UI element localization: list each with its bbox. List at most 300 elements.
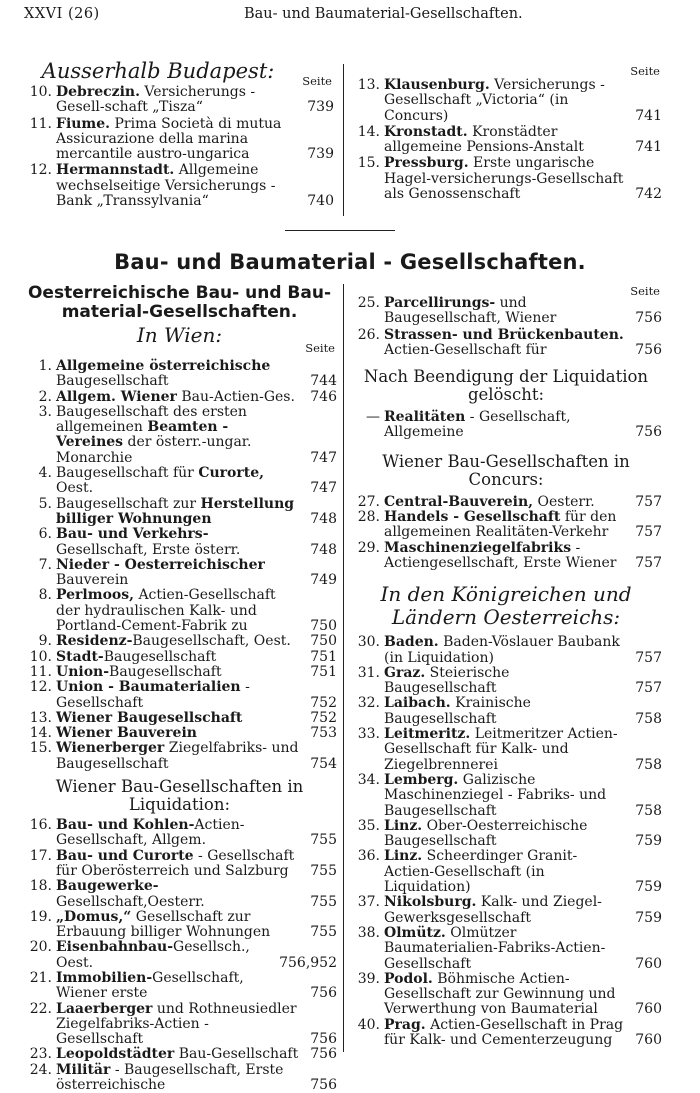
entry-number: 18.: [29, 878, 52, 895]
entry-lead: Central-Bauverein,: [384, 493, 534, 510]
entry-lead: Bau- und Verkehrs-: [56, 526, 209, 543]
entry-description: Ober-Oesterreichische Baugesellschaft: [384, 817, 588, 850]
entry-page: 742: [635, 186, 662, 203]
entry-number: 14.: [357, 123, 380, 140]
entry-page: 758: [635, 802, 662, 819]
entry-page: 754: [310, 755, 337, 772]
list-entry: [22, 85, 334, 116]
entry-lead: Wiener Bauverein: [56, 725, 197, 742]
entry-text: [56, 849, 337, 880]
entry-lead: Allgemeine österreichische: [56, 358, 271, 374]
entry-text: [56, 466, 337, 497]
seite-label: Seite: [302, 74, 332, 88]
entry-number: 34.: [357, 771, 380, 788]
entry-text: [56, 1047, 337, 1062]
list-entry: [350, 773, 662, 819]
entry-text: [56, 634, 337, 649]
entry-number: 23.: [29, 1046, 52, 1063]
entry-page: 750: [310, 633, 337, 650]
entry-lead: Wienerberger: [56, 740, 165, 757]
entry-lead: Bau- und Kohlen-: [56, 817, 195, 834]
list-entry: [22, 910, 337, 941]
entry-lead: Debreczin.: [56, 84, 140, 100]
entry-page: 757: [635, 554, 662, 571]
entry-number: 38.: [357, 924, 380, 941]
running-title: Bau- und Baumaterial-Gesellschaften.: [244, 6, 523, 22]
entry-text: [56, 665, 337, 680]
entry-page: 751: [310, 663, 337, 680]
list-entry: [22, 527, 337, 558]
entry-lead: Maschinenziegelfabriks: [384, 539, 572, 556]
entry-text: [56, 558, 337, 589]
entry-text: [56, 741, 337, 772]
entry-number: 12.: [29, 679, 52, 696]
entry-page: 752: [310, 694, 337, 711]
entry-number: 13.: [357, 77, 380, 93]
entry-description: Ziegelfabriks- und Baugesellschaft: [56, 740, 299, 772]
entry-description: Versicherungs - Gesell-schaft „Tisza“: [56, 84, 256, 116]
entry-text: [384, 895, 662, 926]
section-rule: [285, 230, 395, 231]
entry-number: 12.: [29, 162, 52, 179]
entry-text: [384, 328, 662, 359]
entry-description: Gesellschaft, Erste österr.: [56, 541, 241, 558]
entry-lead: „Domus,“: [56, 908, 132, 925]
list-entry: [22, 741, 337, 772]
entry-lead: Nieder - Oesterreichischer: [56, 556, 265, 573]
entry-lead: Realitäten: [384, 409, 466, 426]
list-entry: [22, 849, 337, 880]
entry-description: Krainische Baugesellschaft: [384, 695, 531, 727]
list-entry: [22, 405, 337, 466]
entry-text: [56, 527, 337, 558]
entry-text: [56, 117, 334, 163]
entry-page: 756: [635, 310, 662, 327]
entry-lead: Union - Baumaterialien: [56, 679, 241, 696]
entry-lead: Baden.: [384, 634, 439, 651]
entry-page: 746: [310, 388, 337, 405]
top-right-column: [350, 62, 662, 203]
entry-lead: Klausenburg.: [384, 77, 490, 93]
list-entry: [22, 163, 334, 209]
entry-lead: Eisenbahnbau-: [56, 939, 174, 956]
entry-number: 32.: [357, 695, 380, 712]
entry-lead-secondary: Beamten - Vereines: [56, 419, 229, 451]
entry-page: 741: [635, 107, 662, 124]
list-entry: [22, 466, 337, 497]
entry-number: 30.: [357, 634, 380, 651]
entry-number: 20.: [29, 939, 52, 956]
main-right-column: [350, 284, 662, 1048]
entry-number: 28.: [357, 509, 380, 526]
entry-lead: Olmütz.: [384, 924, 446, 941]
entry-description-secondary: der österr.-ungar. Monarchie: [56, 434, 252, 466]
entry-number: 11.: [29, 663, 52, 680]
entry-text: [384, 78, 662, 124]
entry-text: [56, 497, 337, 528]
entry-text: [56, 726, 337, 741]
entry-text: [56, 405, 337, 466]
entry-lead-secondary: Curorte,: [198, 465, 264, 482]
entry-page: 758: [635, 710, 662, 727]
entry-number: 7.: [38, 556, 52, 573]
entry-description: Leitmeritzer Actien-Gesellschaft für Kalk- und Ziegelbrennerei: [384, 726, 618, 773]
entry-text: [384, 972, 662, 1018]
entry-text: [56, 971, 337, 1002]
entry-number: 2.: [38, 388, 52, 405]
entry-description: Allgemeine wechselseitige Versicherungs - Bank „Transsylvania“: [56, 162, 276, 210]
entry-lead: Parcellirungs-: [384, 295, 496, 311]
entry-description: Prima Società di mutua Assicurazione della marina mercantile austro-ungarica: [56, 115, 282, 163]
entry-lead: Leitmeritz.: [384, 726, 471, 743]
entry-page: 751: [310, 648, 337, 665]
entry-lead: Bau- und Curorte: [56, 847, 194, 864]
entry-page: 755: [310, 862, 337, 879]
entry-description: Actien-Gesellschaft für: [384, 341, 547, 358]
entry-page: 755: [310, 893, 337, 910]
entry-description: Versicherungs - Gesellschaft „Victoria“ (in Concurs): [384, 77, 605, 124]
entry-description: Oesterr.: [533, 493, 595, 510]
entry-description: Scheerdinger Granit-Actien-Gesellschaft (in Liquidation): [384, 848, 578, 896]
kingdoms-heading: In den Königreichen und Ländern Oesterreichs:: [380, 582, 632, 630]
entry-text: [384, 696, 662, 727]
entry-lead: Pressburg.: [384, 155, 469, 172]
entry-number: 9.: [38, 633, 52, 650]
entry-page: 747: [310, 449, 337, 466]
entry-number: 25.: [357, 295, 380, 311]
entry-lead: Lemberg.: [384, 771, 459, 788]
entry-page: 756: [310, 1077, 337, 1093]
list-entry: [350, 541, 662, 572]
entry-page: 739: [307, 99, 334, 116]
entry-description: und Baugesellschaft, Wiener: [384, 295, 557, 327]
entry-page: 748: [310, 510, 337, 527]
list-entry: [350, 1018, 662, 1049]
entry-page: 750: [310, 618, 337, 635]
entry-lead: Fiume.: [56, 115, 111, 132]
entry-lead: Perlmoos,: [56, 587, 134, 604]
entry-number: 5.: [38, 495, 52, 512]
list-entry: [350, 666, 662, 697]
entry-number: 36.: [357, 848, 380, 865]
list-entry: [350, 410, 662, 441]
entry-page: 744: [310, 373, 337, 390]
entry-text: [56, 1063, 337, 1093]
entry-number: 35.: [357, 817, 380, 834]
list-entry: [350, 819, 662, 850]
list-entry: [22, 1063, 337, 1093]
entry-page: 757: [635, 680, 662, 697]
entry-description: Gesellsch., Oest.: [56, 939, 250, 971]
main-left-column: [22, 284, 337, 1093]
entry-number: 29.: [357, 539, 380, 556]
list-entry: [350, 125, 662, 156]
concurs-entries: [350, 495, 662, 571]
entry-description: Baugesellschaft für: [56, 465, 199, 482]
list-entry: [22, 818, 337, 849]
entry-page: 757: [635, 493, 662, 510]
entry-number: 21.: [29, 969, 52, 986]
entry-text: [384, 125, 662, 156]
right-entries-top: [350, 296, 662, 358]
entry-text: [384, 666, 662, 697]
entry-lead: Prag.: [384, 1016, 426, 1033]
list-entry: [22, 558, 337, 589]
entry-text: [384, 926, 662, 972]
entry-text: [56, 1002, 337, 1048]
entry-lead: Graz.: [384, 664, 426, 681]
entry-number: 15.: [29, 740, 52, 757]
entry-lead: Wiener Baugesellschaft: [56, 709, 243, 726]
entry-lead: Stadt-: [56, 648, 104, 665]
entry-number: 14.: [29, 725, 52, 742]
entry-text: [384, 510, 662, 541]
entry-number: 40.: [357, 1016, 380, 1033]
entry-page: 741: [635, 139, 662, 156]
entry-description: Actien-Gesellschaft in Prag für Kalk- und Cementerzeugung: [384, 1016, 624, 1048]
seite-label: Seite: [630, 64, 660, 78]
entry-text: [384, 849, 662, 895]
entry-number: 10.: [29, 84, 52, 100]
entry-page: 739: [307, 146, 334, 163]
entry-number: —: [366, 409, 380, 426]
entry-lead: Handels - Gesellschaft: [384, 509, 561, 526]
entry-lead: Union-: [56, 663, 110, 680]
entry-number: 6.: [38, 526, 52, 543]
entry-text: [384, 819, 662, 850]
list-entry: [350, 696, 662, 727]
entry-number: 37.: [357, 894, 380, 911]
entry-number: 19.: [29, 908, 52, 925]
entry-page: 756: [310, 1046, 337, 1063]
list-entry: [350, 495, 662, 510]
list-entry: [350, 296, 662, 327]
entry-text: [56, 359, 337, 390]
list-entry: [22, 117, 334, 163]
entry-description: und Rothneusiedler Ziegelfabriks-Actien - Gesellschaft: [56, 1000, 297, 1048]
entry-page: 755: [310, 924, 337, 941]
list-entry: [22, 940, 337, 971]
entry-text: [384, 1018, 662, 1049]
entry-description: Kronstädter allgemeine Pensions-Anstalt: [384, 123, 584, 156]
entry-lead: Podol.: [384, 970, 433, 987]
entry-lead: Residenz-: [56, 633, 133, 650]
entry-description: Kalk- und Ziegel-Gewerksgesellschaft: [384, 894, 602, 926]
entry-text: [56, 390, 337, 405]
entry-text: [384, 296, 662, 327]
entry-lead: Nikolsburg.: [384, 894, 477, 911]
entry-page: 749: [310, 572, 337, 589]
liquidation-entries: [22, 818, 337, 1093]
entry-number: 39.: [357, 970, 380, 987]
entry-page: 755: [310, 832, 337, 849]
entry-number: 13.: [29, 709, 52, 726]
entry-number: 8.: [38, 587, 52, 604]
entry-text: [384, 495, 662, 510]
entry-text: [384, 156, 662, 202]
entry-text: [384, 773, 662, 819]
entry-description: Steierische Baugesellschaft: [384, 664, 510, 697]
entry-page: 760: [635, 1001, 662, 1018]
vienna-entries: [22, 359, 337, 772]
entry-text: [384, 410, 662, 441]
top-left-entries: [22, 85, 334, 209]
entry-description: Baugesellschaft: [103, 648, 217, 665]
entry-lead: Laibach.: [384, 695, 451, 712]
entry-description: Bauverein: [56, 572, 129, 589]
entry-lead: Immobilien-: [56, 969, 153, 986]
entry-description: Actien-Gesellschaft, Allgem.: [56, 817, 245, 849]
entry-lead: Kronstadt.: [384, 123, 468, 140]
list-entry: [22, 634, 337, 649]
entry-number: 4.: [38, 465, 52, 482]
entry-number: 26.: [357, 326, 380, 343]
entry-page: 759: [635, 909, 662, 926]
list-entry: [350, 635, 662, 666]
entry-description: für den allgemeinen Realitäten-Verkehr: [384, 509, 617, 541]
entry-number: 3.: [38, 403, 52, 420]
entry-number: 33.: [357, 726, 380, 743]
seite-label: Seite: [630, 284, 660, 298]
entry-description: - Baugesellschaft, Erste österreichische: [56, 1061, 284, 1093]
entry-page: 760: [635, 955, 662, 972]
entry-lead: Hermannstadt.: [56, 162, 175, 179]
liquidation-done-heading: Nach Beendigung der Liquidation gelöscht:: [363, 367, 649, 405]
entry-description: Baugesellschaft: [109, 663, 222, 680]
list-entry: [22, 1047, 337, 1062]
page-number: XXVI (26): [24, 6, 100, 22]
entry-description-secondary: Oest.: [56, 480, 94, 497]
entry-lead: Linz.: [384, 817, 423, 834]
entry-description: Baugesellschaft, Oest.: [132, 633, 291, 650]
entry-text: [56, 85, 334, 116]
entry-page: 756,952: [279, 954, 337, 971]
main-section-title: Bau- und Baumaterial - Gesellschaften.: [114, 250, 586, 274]
entry-lead: Militär: [56, 1061, 111, 1078]
entry-description: Gesellschaft,Oesterr.: [56, 893, 205, 910]
list-entry: [22, 711, 337, 726]
seite-label: Seite: [305, 341, 335, 355]
column-divider-main: [343, 284, 344, 1052]
kingdoms-entries: [350, 635, 662, 1048]
entry-page: 757: [635, 649, 662, 666]
entry-text: [56, 680, 337, 711]
entry-description: - Gesellschaft für Oberösterreich und Salzburg: [56, 847, 295, 879]
entry-lead: Linz.: [384, 848, 423, 865]
entry-number: 16.: [29, 817, 52, 834]
list-entry: [22, 879, 337, 910]
list-entry: [22, 497, 337, 528]
entry-lead: Laaerberger: [56, 1000, 153, 1017]
list-entry: [350, 849, 662, 895]
entry-description: Galizische Maschinenziegel - Fabriks- und Baugesellschaft: [384, 771, 607, 819]
in-wien-heading: In Wien:: [136, 323, 223, 347]
entry-text: [384, 541, 662, 572]
list-entry: [22, 680, 337, 711]
entry-description: Böhmische Actien-Gesellschaft zur Gewinnung und Verwerthung von Baumaterial: [384, 970, 616, 1018]
entry-text: [384, 635, 662, 666]
entry-page: 757: [635, 524, 662, 541]
entry-description: - Gesellschaft, Allgemeine: [384, 409, 571, 441]
entry-description: Erste ungarische Hagel-versicherungs-Gesellschaft als Genossenschaft: [384, 155, 624, 203]
list-entry: [22, 650, 337, 665]
top-right-entries: [350, 78, 662, 202]
entry-lead-secondary: Herstellung billiger Wohnungen: [56, 495, 295, 527]
ausserhalb-budapest-heading: Ausserhalb Budapest:: [41, 59, 275, 83]
entry-description: - Actiengesellschaft, Erste Wiener: [384, 539, 617, 571]
entry-text: [56, 879, 337, 910]
entry-page: 758: [635, 756, 662, 773]
list-entry: [350, 895, 662, 926]
entry-page: 747: [310, 480, 337, 497]
entry-page: 759: [635, 879, 662, 896]
entry-number: 27.: [357, 493, 380, 510]
entry-page: 748: [310, 541, 337, 558]
entry-text: [56, 650, 337, 665]
list-entry: [22, 1002, 337, 1048]
entry-page: 756: [635, 424, 662, 441]
list-entry: [350, 510, 662, 541]
list-entry: [350, 972, 662, 1018]
top-left-column: [22, 60, 334, 210]
list-entry: [22, 665, 337, 680]
entry-number: 1.: [38, 358, 52, 374]
entry-lead: Strassen- und Brückenbauten.: [384, 326, 624, 343]
entry-description: Baugesellschaft: [56, 373, 169, 390]
entry-text: [56, 163, 334, 209]
entry-text: [384, 727, 662, 773]
column-divider-top: [343, 64, 344, 216]
entry-description: Baden-Vöslauer Baubank (in Liquidation): [384, 634, 620, 666]
entry-number: 31.: [357, 664, 380, 681]
entry-description: Olmützer Baumaterialien-Fabriks-Actien-Gesellschaft: [384, 924, 606, 972]
list-entry: [22, 588, 337, 634]
list-entry: [350, 78, 662, 124]
entry-text: [56, 818, 337, 849]
entry-page: 756: [310, 1031, 337, 1048]
oesterreichische-heading: Oesterreichische Bau- und Bau-material-Gesellschaften.: [27, 283, 332, 322]
list-entry: [350, 156, 662, 202]
entry-page: 760: [635, 1031, 662, 1048]
entry-page: 740: [307, 193, 334, 210]
liquidation-heading: Wiener Bau-Gesellschaften in Liquidation:: [55, 777, 304, 815]
running-head: [24, 6, 680, 26]
list-entry: [22, 971, 337, 1002]
entry-page: 756: [310, 985, 337, 1002]
list-entry: [22, 359, 337, 390]
entry-lead: Leopoldstädter: [56, 1046, 175, 1063]
entry-lead: Allgem. Wiener: [56, 388, 177, 405]
entry-number: 17.: [29, 847, 52, 864]
entry-page: 753: [310, 725, 337, 742]
deleted-entries: [350, 410, 662, 441]
entry-description: Baugesellschaft zur: [56, 495, 201, 512]
entry-description: Bau-Gesellschaft: [174, 1046, 299, 1063]
list-entry: [22, 390, 337, 405]
list-entry: [22, 726, 337, 741]
entry-number: 24.: [29, 1061, 52, 1078]
entry-description: Gesellschaft, Wiener erste: [56, 969, 244, 1002]
list-entry: [350, 727, 662, 773]
entry-text: [56, 711, 337, 726]
entry-page: 756: [635, 341, 662, 358]
entry-number: 15.: [357, 155, 380, 172]
entry-number: 10.: [29, 648, 52, 665]
entry-lead: Baugewerke-: [56, 878, 159, 895]
entry-description: - Gesellschaft: [56, 679, 250, 711]
entry-description: Actien-Gesellschaft der hydraulischen Kalk- und Portland-Cement-Fabrik zu: [56, 587, 276, 635]
list-entry: [350, 328, 662, 359]
